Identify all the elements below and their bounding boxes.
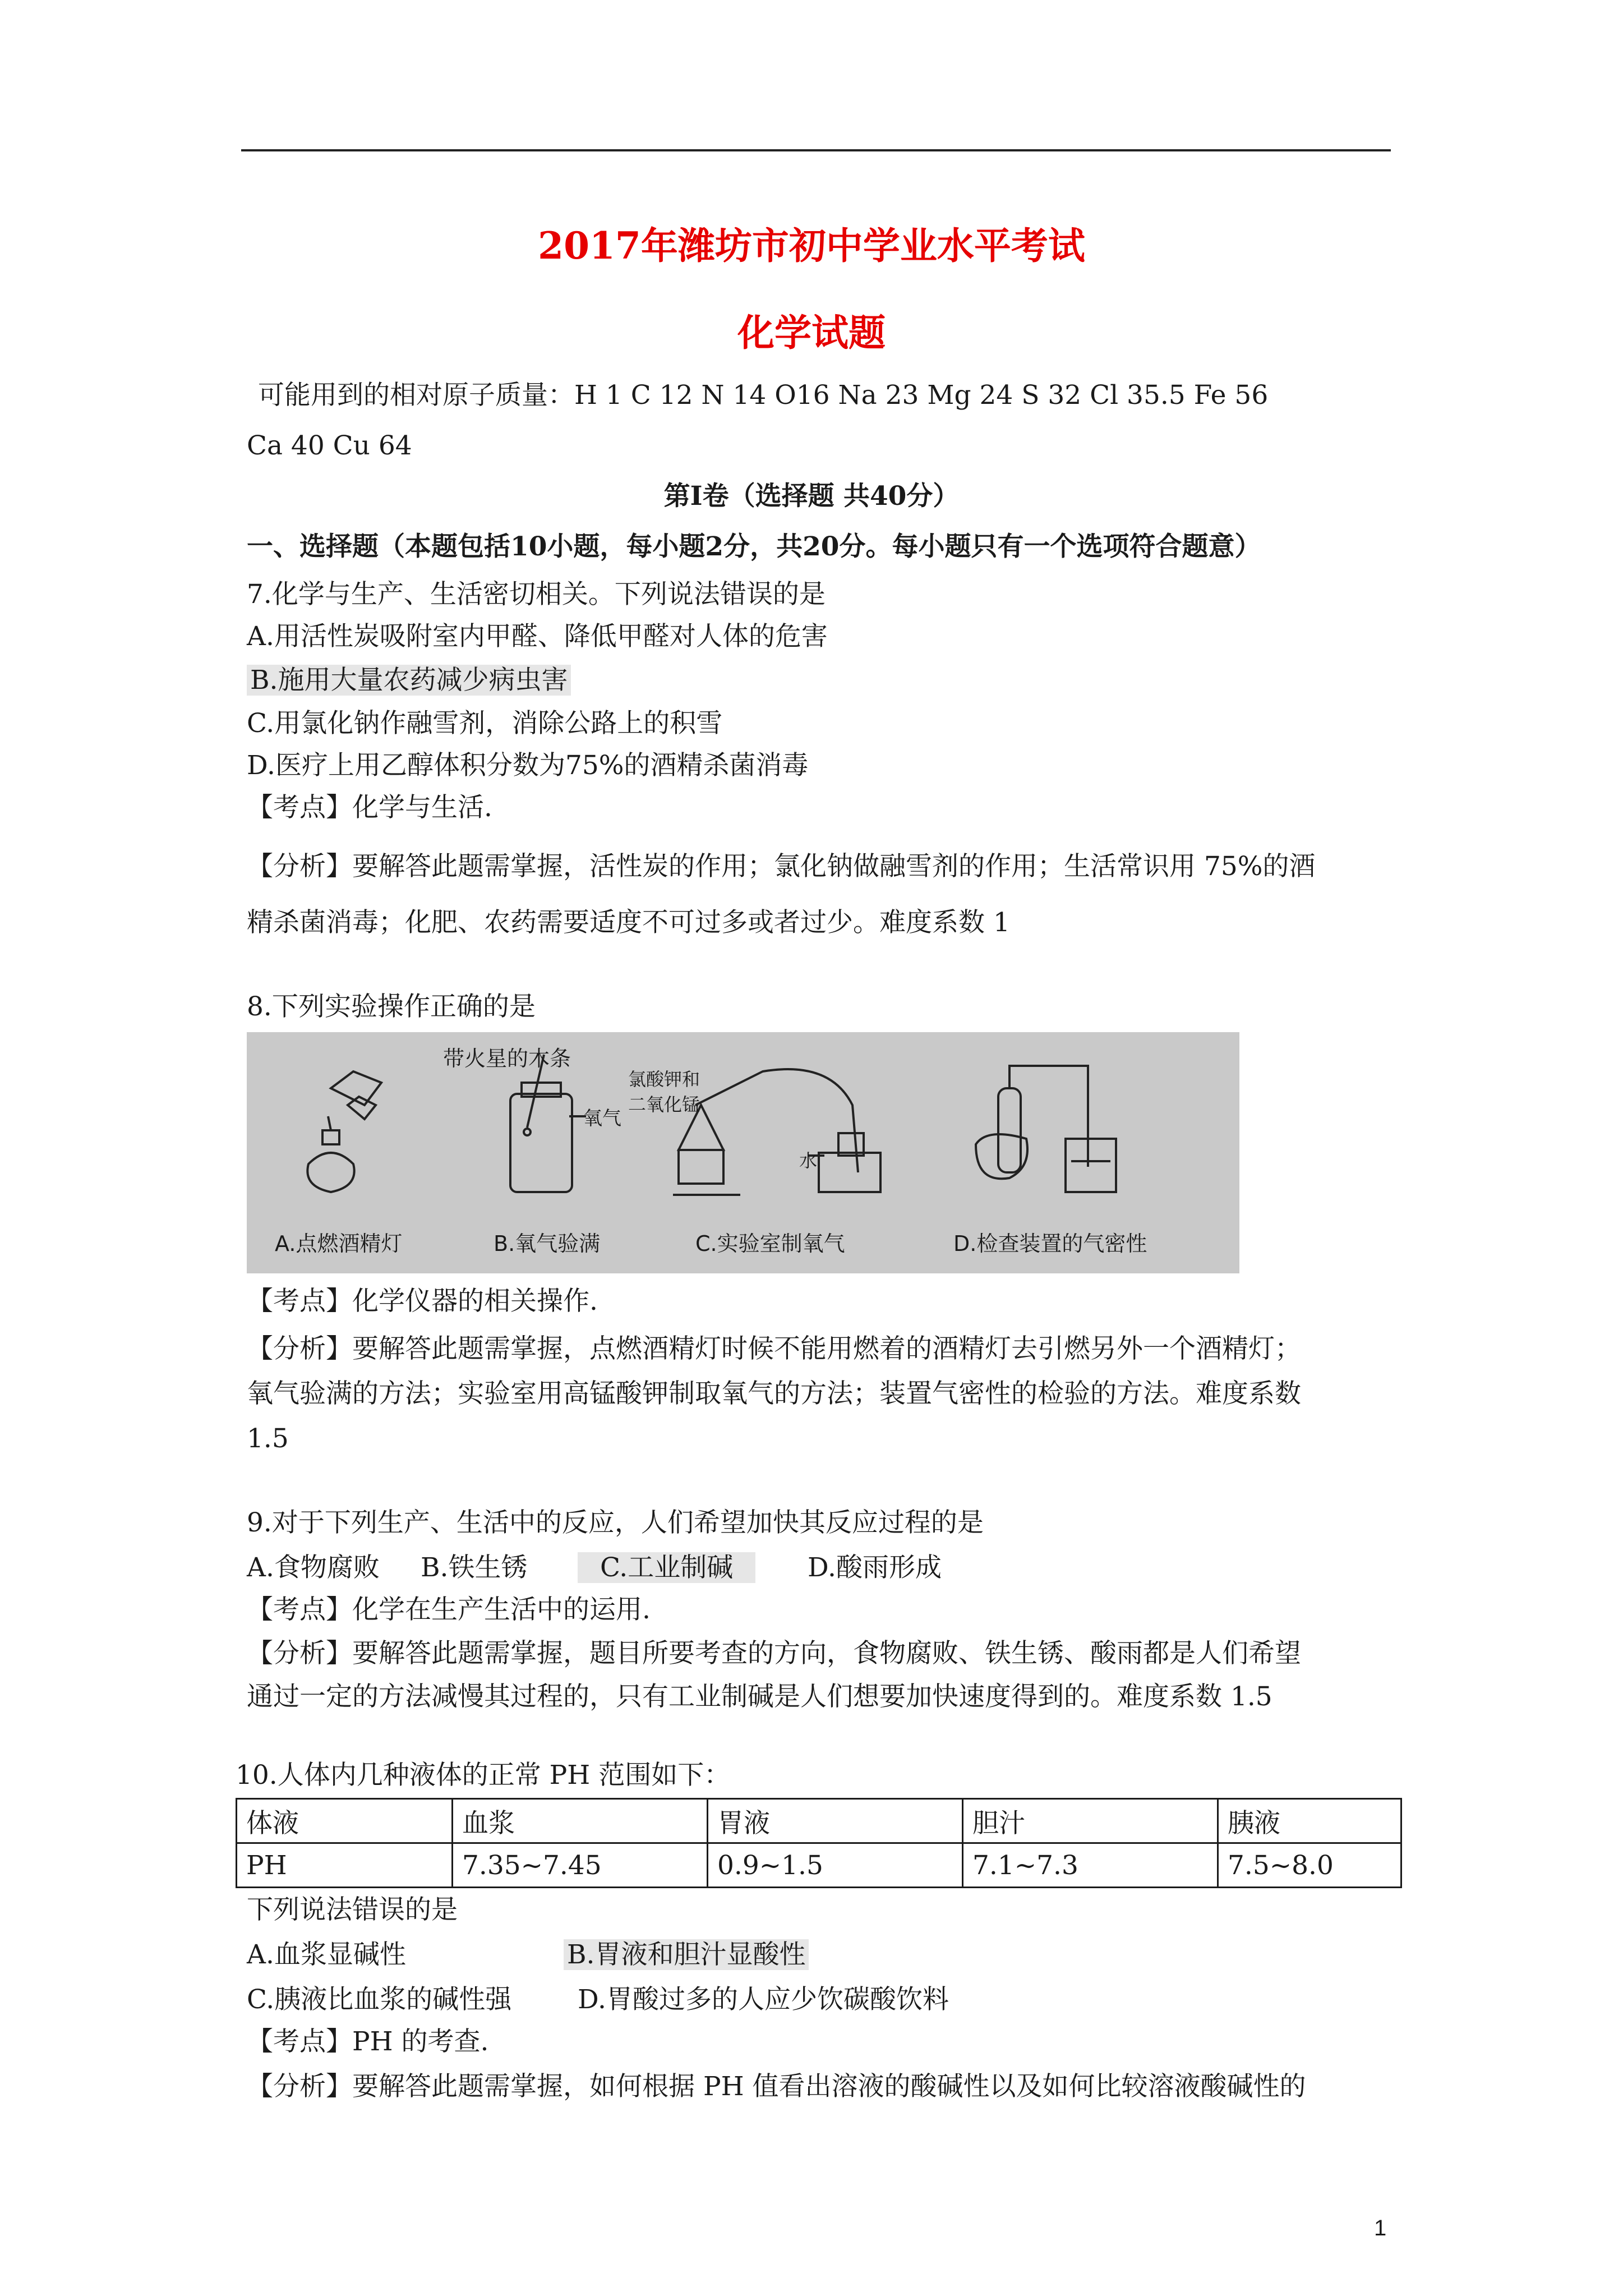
label-wood-splint: 带火星的木条 <box>443 1046 571 1071</box>
lab-operations-figure <box>247 1032 1239 1273</box>
page-number: 1 <box>1374 2216 1387 2240</box>
label-chem-2: 二氧化锰 <box>628 1094 700 1115</box>
section-heading: 第Ⅰ卷（选择题 共40分） <box>663 481 960 512</box>
q8-fenxi-line-2: 氧气验满的方法；实验室用高锰酸钾制取氧气的方法；装置气密性的检验的方法。难度系数 <box>247 1378 1301 1409</box>
q7-option-b-text: 施用大量农药减少病虫害 <box>278 665 568 696</box>
q8-fenxi-line-1: 【分析】要解答此题需掌握，点燃酒精灯时候不能用燃着的酒精灯去引燃另外一个酒精灯； <box>247 1333 1301 1364</box>
q7-option-b-letter: B. <box>250 665 278 696</box>
q7-fenxi-line-1: 【分析】要解答此题需掌握，活性炭的作用；氯化钠做融雪剂的作用；生活常识用 75%的酒 <box>247 851 1316 882</box>
q9-option-b: B.铁生锈 <box>421 1552 528 1583</box>
q8-stem: 8.下列实验操作正确的是 <box>247 991 536 1022</box>
caption-a: A.点燃酒精灯 <box>275 1231 403 1256</box>
table-cell: 胰液 <box>1218 1799 1401 1843</box>
q9-kaodian: 【考点】化学在生产生活中的运用. <box>247 1594 651 1625</box>
q7-fenxi-line-2: 精杀菌消毒；化肥、农药需要适度不可过多或者过少。难度系数 1 <box>247 907 1010 938</box>
q10-option-b <box>564 1938 809 1972</box>
q10-option-a: A.血浆显碱性 <box>247 1939 406 1970</box>
label-chem-1: 氯酸钾和 <box>628 1069 700 1090</box>
table-cell: 7.1~7.3 <box>963 1843 1218 1888</box>
q10-stem: 10.人体内几种液体的正常 PH 范围如下： <box>236 1760 731 1791</box>
table-row <box>237 1843 1401 1888</box>
q7-option-a: A.用活性炭吸附室内甲醛、降低甲醛对人体的危害 <box>247 621 828 652</box>
q10-option-d: D.胃酸过多的人应少饮碳酸饮料 <box>578 1984 949 2015</box>
table-cell: PH <box>237 1843 453 1888</box>
q10-kaodian: 【考点】PH 的考查. <box>247 2026 489 2057</box>
q8-fenxi-line-3: 1.5 <box>247 1423 289 1454</box>
q9-fenxi-line-2: 通过一定的方法减慢其过程的，只有工业制碱是人们想要加快速度得到的。难度系数 1.5 <box>247 1681 1272 1712</box>
exam-subtitle: 化学试题 <box>737 311 886 355</box>
alcohol-lamp-icon <box>307 1071 381 1192</box>
atomic-masses-line-1: 可能用到的相对原子质量：H 1 C 12 N 14 O16 Na 23 Mg 24 S 32 Cl 35.5 Fe 56 <box>258 380 1269 411</box>
gas-jar-icon <box>510 1055 586 1192</box>
airtightness-check-icon <box>976 1066 1116 1192</box>
table-cell: 体液 <box>237 1799 453 1843</box>
header-rule <box>241 149 1391 151</box>
ph-range-table <box>236 1798 1402 1888</box>
label-water: 水 <box>799 1150 818 1171</box>
table-cell: 7.35~7.45 <box>453 1843 708 1888</box>
q10-option-b-highlighted: B.胃液和胆汁显酸性 <box>564 1939 809 1970</box>
q9-option-d: D.酸雨形成 <box>808 1552 942 1583</box>
table-cell: 胃液 <box>708 1799 963 1843</box>
atomic-masses-line-2: Ca 40 Cu 64 <box>247 430 412 461</box>
table-cell: 血浆 <box>453 1799 708 1843</box>
q10-question: 下列说法错误的是 <box>247 1894 458 1925</box>
label-oxygen: 氧气 <box>583 1107 621 1130</box>
caption-b: B.氧气验满 <box>494 1231 601 1256</box>
table-cell: 7.5~8.0 <box>1218 1843 1401 1888</box>
table-cell: 0.9~1.5 <box>708 1843 963 1888</box>
q7-option-b <box>247 664 571 697</box>
caption-c: C.实验室制氧气 <box>695 1231 845 1256</box>
caption-d: D.检查装置的气密性 <box>953 1231 1147 1256</box>
q7-option-c: C.用氯化钠作融雪剂，消除公路上的积雪 <box>247 708 723 739</box>
exam-title: 2017年潍坊市初中学业水平考试 <box>538 224 1085 268</box>
q9-fenxi-line-1: 【分析】要解答此题需掌握，题目所要考查的方向，食物腐败、铁生锈、酸雨都是人们希望 <box>247 1638 1301 1669</box>
q10-option-c: C.胰液比血浆的碱性强 <box>247 1984 512 2015</box>
q7-stem: 7.化学与生产、生活密切相关。下列说法错误的是 <box>247 579 826 610</box>
table-header-row <box>237 1799 1401 1843</box>
q9-option-c <box>578 1551 755 1585</box>
gas-generation-apparatus-icon <box>673 1069 880 1195</box>
q9-option-c-highlighted: C.工业制碱 <box>578 1552 755 1583</box>
table-cell: 胆汁 <box>963 1799 1218 1843</box>
q9-option-a: A.食物腐败 <box>247 1552 380 1583</box>
q10-fenxi-line-1: 【分析】要解答此题需掌握，如何根据 PH 值看出溶液的酸碱性以及如何比较溶液酸碱性的 <box>247 2071 1306 2102</box>
q7-option-b-highlighted <box>247 665 571 696</box>
q8-kaodian: 【考点】化学仪器的相关操作. <box>247 1286 598 1317</box>
q7-option-d: D.医疗上用乙醇体积分数为75%的酒精杀菌消毒 <box>247 750 809 781</box>
part-heading: 一、选择题（本题包括10小题，每小题2分，共20分。每小题只有一个选项符合题意） <box>247 531 1261 562</box>
q9-stem: 9.对于下列生产、生活中的反应，人们希望加快其反应过程的是 <box>247 1507 984 1538</box>
q7-kaodian: 【考点】化学与生活. <box>247 792 492 823</box>
